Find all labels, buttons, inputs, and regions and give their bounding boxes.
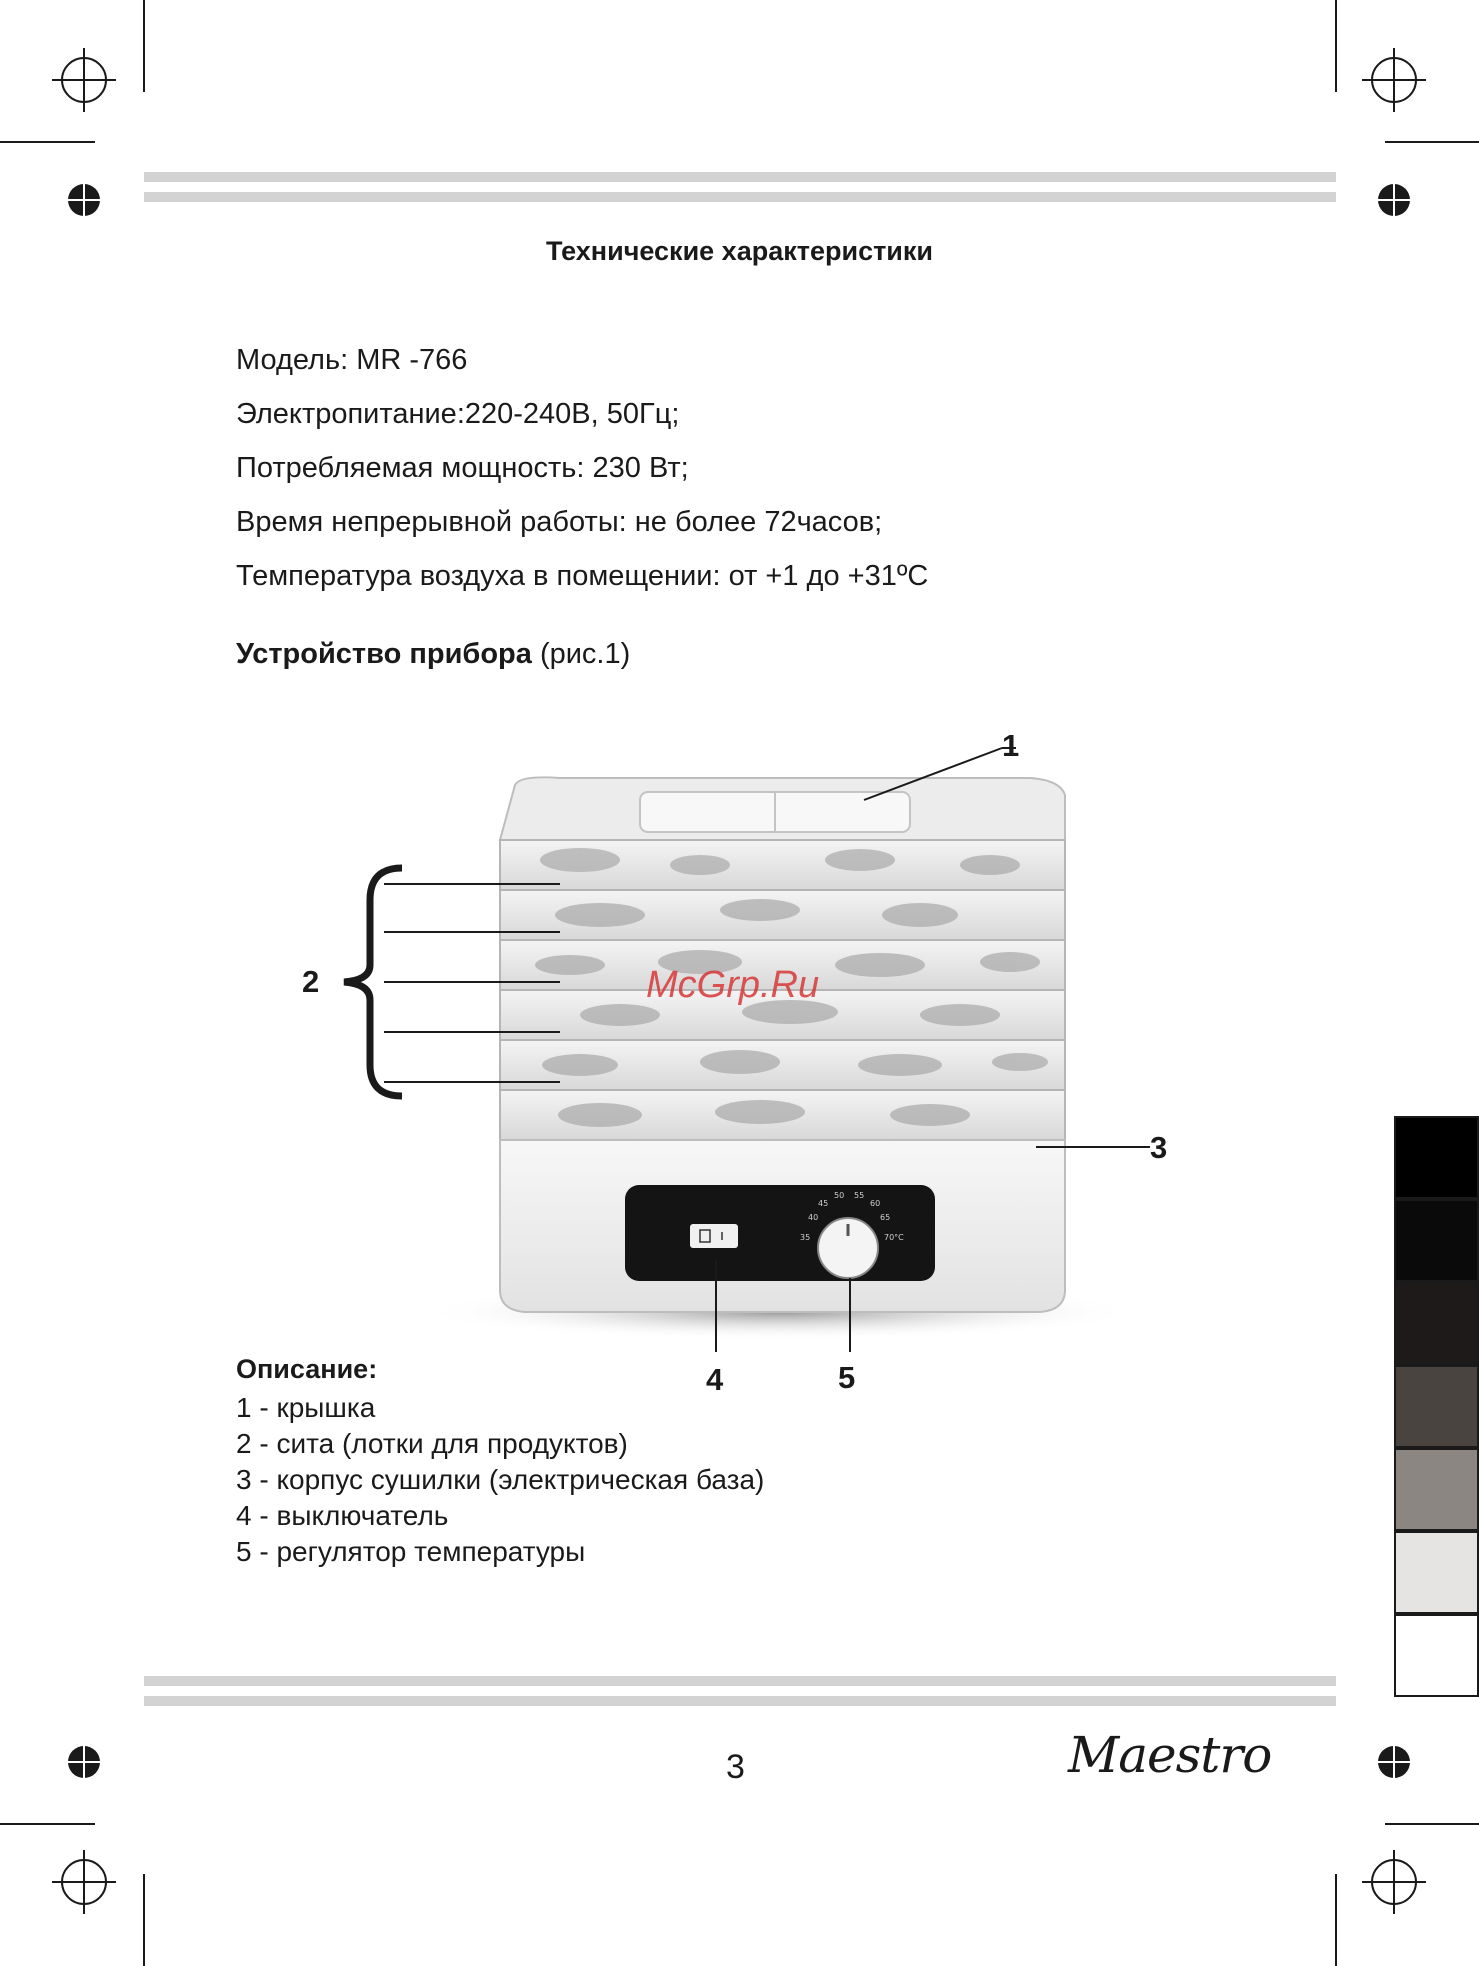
description-heading: Описание:: [236, 1354, 378, 1384]
color-swatch-2: [1394, 1199, 1479, 1282]
header-stripe-bottom: [144, 192, 1336, 202]
color-swatch-5: [1394, 1448, 1479, 1531]
header-stripe-top: [144, 172, 1336, 182]
device-heading-bold: Устройство прибора: [236, 638, 532, 670]
power-switch: [690, 1224, 738, 1248]
color-swatch-3: [1394, 1282, 1479, 1365]
spec-continuous-operation: Время непрерывной работы: не более 72часов;: [236, 506, 883, 538]
dehydrator-figure: [0, 700, 1300, 1400]
color-swatch-6: [1394, 1531, 1479, 1614]
dial-mark-1: 40: [808, 1213, 819, 1222]
description-item-2: 2 - сита (лотки для продуктов): [236, 1428, 628, 1459]
device-heading: [236, 638, 630, 671]
dial-mark-7: 70°C: [884, 1233, 904, 1242]
callout-3: 3: [1150, 1130, 1168, 1165]
spec-power-supply: Электропитание:220-240В, 50Гц;: [236, 398, 680, 430]
callout-2: 2: [302, 964, 320, 999]
dial-mark-4: 55: [854, 1191, 865, 1200]
dial-mark-6: 65: [880, 1213, 891, 1222]
footer-stripe-bottom: [144, 1696, 1336, 1706]
dial-mark-5: 60: [870, 1199, 881, 1208]
callout-5: 5: [838, 1360, 856, 1395]
description-item-5: 5 - регулятор температуры: [236, 1536, 586, 1567]
callout-1: 1: [1002, 728, 1020, 763]
brand-logo: Maestro: [1068, 1726, 1272, 1784]
color-swatch-1: [1394, 1116, 1479, 1199]
page-title: Технические характеристики: [545, 236, 934, 266]
electric-base: [500, 1140, 1065, 1312]
device-heading-figure-ref: (рис.1): [531, 638, 631, 670]
spec-model: Модель: MR -766: [236, 344, 468, 376]
dial-mark-3: 50: [834, 1191, 845, 1200]
color-swatch-4: [1394, 1365, 1479, 1448]
footer-stripe-top: [144, 1676, 1336, 1686]
description-item-3: 3 - корпус сушилки (электрическая база): [236, 1464, 765, 1495]
watermark: McGrp.Ru: [646, 964, 820, 1006]
page-number: 3: [726, 1748, 745, 1786]
dial-mark-0: 35: [800, 1233, 811, 1242]
description-item-1: 1 - крышка: [236, 1392, 376, 1423]
spec-power-consumption: Потребляемая мощность: 230 Вт;: [236, 452, 689, 484]
callout-4: 4: [706, 1362, 724, 1397]
description-item-4: 4 - выключатель: [236, 1500, 449, 1531]
color-swatch-7: [1394, 1614, 1479, 1697]
spec-room-temperature: Температура воздуха в помещении: от +1 до +31ºC: [236, 560, 929, 592]
dial-mark-2: 45: [818, 1199, 829, 1208]
lid: [500, 777, 1065, 840]
